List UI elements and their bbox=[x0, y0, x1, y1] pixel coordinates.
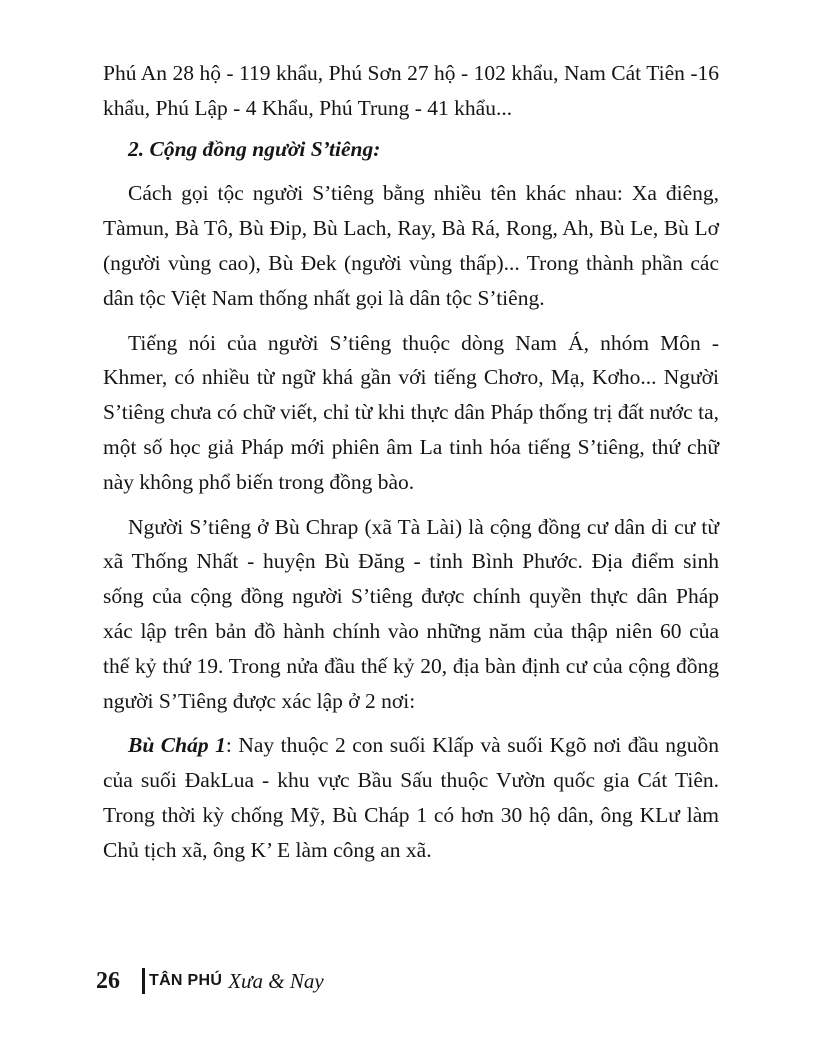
page-number: 26 bbox=[96, 967, 120, 994]
footer-divider bbox=[142, 968, 145, 994]
page-footer bbox=[96, 964, 324, 998]
paragraph-language: Tiếng nói của người S’tiêng thuộc dòng Nam Á, nhóm Môn - Khmer, có nhiều từ ngữ khá gần với tiếng Chơro, Mạ, Kơho... Người S’tiêng chưa có chữ viết, chỉ từ khi thực dân Pháp thống trị đất nước ta, một số học giả Pháp mới phiên âm La tinh hóa tiếng S’tiêng, thứ chữ này không phổ biến trong đồng bào. bbox=[103, 330, 719, 494]
run-in-heading: Bù Cháp 1 bbox=[128, 733, 226, 758]
page-body bbox=[103, 56, 719, 868]
book-subtitle: Xưa & Nay bbox=[228, 968, 324, 993]
paragraph-bu-chap-1-text: : Nay thuộc 2 con suối Klấp và suối Kgõ nơi đầu nguồn của suối ĐakLua - khu vực Bầu Sấu thuộc Vườn quốc gia Cát Tiên. Trong thời kỳ chống Mỹ, Bù Cháp 1 có hơn 30 hộ dân, ông KLư làm Chủ tịch xã, ông K’ E làm công an xã. bbox=[103, 733, 719, 862]
section-heading: 2. Cộng đồng người S’tiêng: bbox=[128, 136, 381, 161]
paragraph-population: Phú An 28 hộ - 119 khẩu, Phú Sơn 27 hộ - 102 khẩu, Nam Cát Tiên -16 khẩu, Phú Lập - 4 Khẩu, Phú Trung - 41 khẩu... bbox=[103, 61, 719, 120]
paragraph-settlement: Người S’tiêng ở Bù Chrap (xã Tà Lài) là cộng đồng cư dân di cư từ xã Thống Nhất - huyện Bù Đăng - tỉnh Bình Phước. Địa điểm sinh sống của cộng đồng người S’tiêng được chính quyền thực dân Pháp xác lập trên bản đồ hành chính vào những năm của thập niên 60 của thế kỷ thứ 19. Trong nửa đầu thế kỷ 20, địa bàn định cư của cộng đồng người S’Tiêng được xác lập ở 2 nơi: bbox=[103, 514, 719, 713]
paragraph-bu-chap-1 bbox=[103, 728, 719, 867]
paragraph-names: Cách gọi tộc người S’tiêng bằng nhiều tên khác nhau: Xa điêng, Tàmun, Bà Tô, Bù Đip, Bù Lach, Ray, Bà Rá, Rong, Ah, Bù Le, Bù Lơ (người vùng cao), Bù Đek (người vùng thấp)... Trong thành phần các dân tộc Việt Nam thống nhất gọi là dân tộc S’tiêng. bbox=[103, 181, 719, 310]
book-title: TÂN PHÚ bbox=[149, 972, 223, 989]
